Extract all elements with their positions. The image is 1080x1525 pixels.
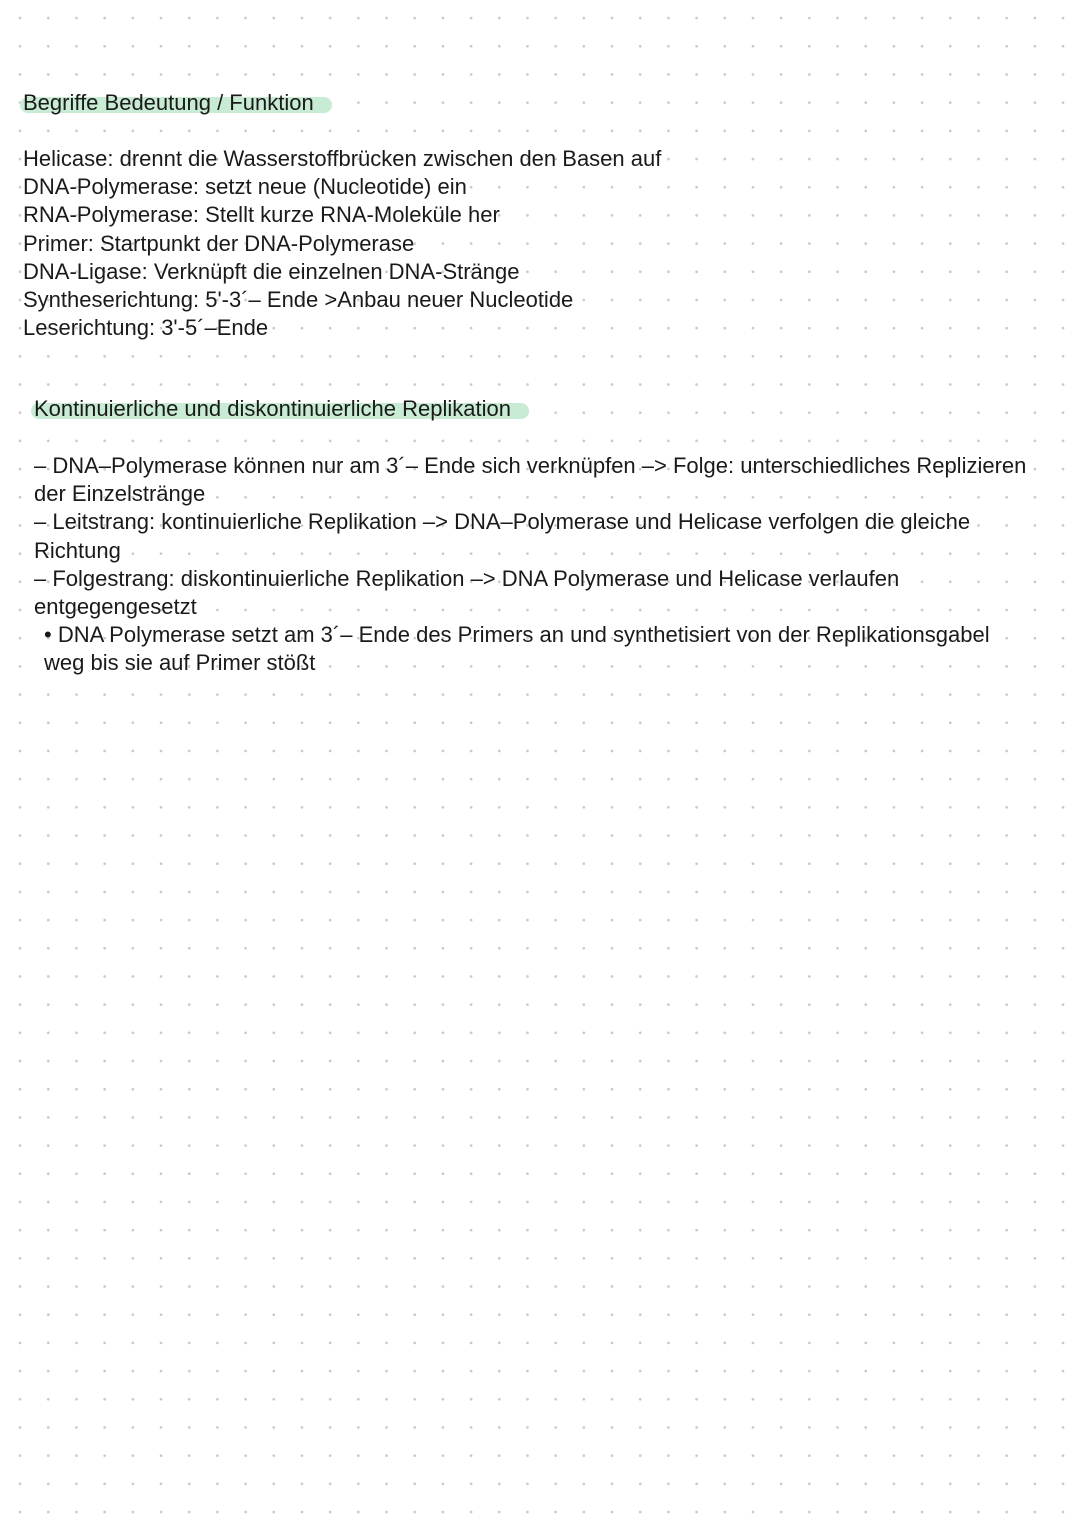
term-leserichtung: Leserichtung: 3'-5´–Ende (23, 315, 269, 341)
term-rna-polymerase: RNA-Polymerase: Stellt kurze RNA-Moleküle her (23, 202, 500, 228)
term-dna-polymerase: DNA-Polymerase: setzt neue (Nucleotide) ein (23, 174, 467, 200)
note-paragraph: – DNA–Polymerase können nur am 3´– Ende sich verknüpfen –> Folge: unterschiedliches Replizieren der Einzelstränge (34, 453, 1027, 507)
section-heading-replication (34, 395, 511, 423)
note-paragraph: – Folgestrang: diskontinuierliche Replikation –> DNA Polymerase und Helicase verlaufen entgegengesetzt (34, 565, 900, 620)
heading-replication-text: Kontinuierliche und diskontinuierliche Replikation (34, 396, 511, 421)
heading-terms-text: Begriffe Bedeutung / Funktion (23, 90, 314, 115)
note-bullet: • DNA Polymerase setzt am 3´– Ende des Primers an und synthetisiert von der Replikationsgabel weg bis sie auf Primer stößt (44, 622, 990, 676)
note-paragraph: – Leitstrang: kontinuierliche Replikation –> DNA–Polymerase und Helicase verfolgen die gleiche Richtung (34, 509, 971, 563)
term-dna-ligase: DNA-Ligase: Verknüpft die einzelnen DNA-Stränge (23, 258, 520, 284)
replication-notes (34, 452, 1034, 678)
term-syntheserichtung: Syntheserichtung: 5'-3´– Ende >Anbau neuer Nucleotide (23, 286, 574, 312)
term-primer: Primer: Startpunkt der DNA-Polymerase (23, 230, 415, 256)
section-heading-terms (23, 89, 314, 117)
terms-list (23, 145, 661, 342)
term-helicase: Helicase: drennt die Wasserstoffbrücken zwischen den Basen auf (23, 146, 662, 171)
